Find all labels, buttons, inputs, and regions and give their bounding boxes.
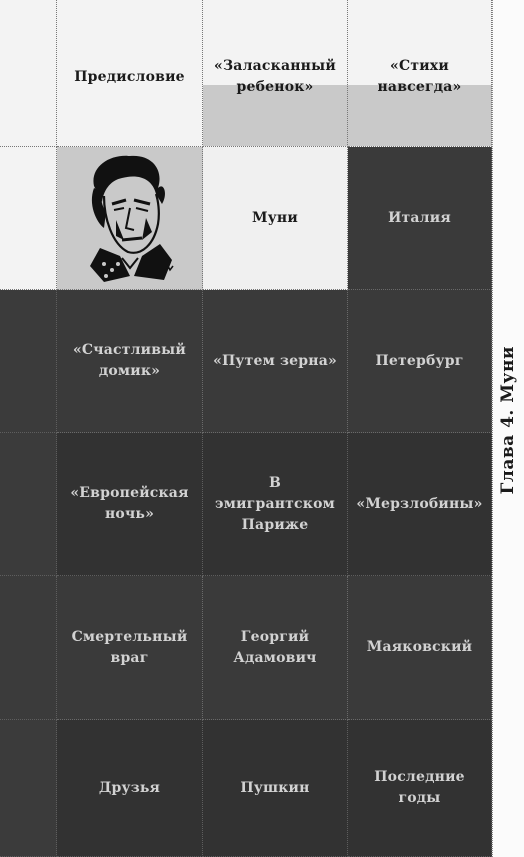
cell-label: Италия	[388, 209, 451, 226]
cell-label: «Заласканный ребенок»	[214, 58, 336, 95]
grid-cell-merzlobiny[interactable]	[348, 433, 492, 576]
grid-cell-path-of-grain[interactable]	[203, 290, 348, 433]
grid-cell-happy-house[interactable]	[57, 290, 203, 433]
grid-cell-muni[interactable]	[203, 147, 348, 290]
cell-label: Друзья	[98, 779, 161, 796]
cell-label: «Счастливый домик»	[72, 342, 186, 379]
caricature-portrait-icon	[60, 148, 200, 288]
grid-cell-adamovich[interactable]	[203, 576, 348, 720]
cell-label: «Мерзлобины»	[356, 495, 483, 512]
grid-cell-emigrant-paris[interactable]	[203, 433, 348, 576]
cell-label: Маяковский	[366, 639, 473, 655]
cell-label: Георгий Адамович	[233, 628, 317, 666]
cell-label: Петербург	[375, 352, 464, 369]
grid-cell-portrait[interactable]	[57, 147, 203, 290]
gutter-cell-r1	[0, 0, 57, 147]
cell-label: Смертельный враг	[71, 628, 188, 666]
chapter-side-title	[494, 270, 522, 570]
cell-label: «Стихи навсегда»	[377, 58, 462, 95]
cell-label: «Путем зерна»	[213, 352, 337, 369]
grid-cell-last-years[interactable]	[348, 720, 492, 857]
chapter-title-text: Глава 4. Муни	[498, 345, 518, 495]
cell-label: В эмигрантском Париже	[215, 474, 335, 533]
gutter-cell-r5	[0, 576, 57, 720]
gutter-cell-r3	[0, 290, 57, 433]
gutter-cell-r6	[0, 720, 57, 857]
grid-cell-italy[interactable]	[348, 147, 492, 290]
grid-cell-friends[interactable]	[57, 720, 203, 857]
gutter-cell-r2	[0, 147, 57, 290]
grid-cell-mayakovsky[interactable]	[348, 576, 492, 720]
grid-cell-mortal-enemy[interactable]	[57, 576, 203, 720]
gutter-cell-r4	[0, 433, 57, 576]
cell-label: Муни	[252, 209, 298, 226]
grid-cell-preface[interactable]	[57, 0, 203, 147]
grid-cell-caressed-child[interactable]	[203, 0, 348, 147]
cell-label: «Европейская ночь»	[70, 485, 189, 522]
cell-label: Пушкин	[240, 779, 310, 796]
grid-cell-poems-forever[interactable]	[348, 0, 492, 147]
grid-cell-pushkin[interactable]	[203, 720, 348, 857]
cell-label: Предисловие	[74, 68, 185, 85]
grid-cell-petersburg[interactable]	[348, 290, 492, 433]
cell-label: Последние годы	[374, 769, 465, 806]
grid-cell-european-night[interactable]	[57, 433, 203, 576]
